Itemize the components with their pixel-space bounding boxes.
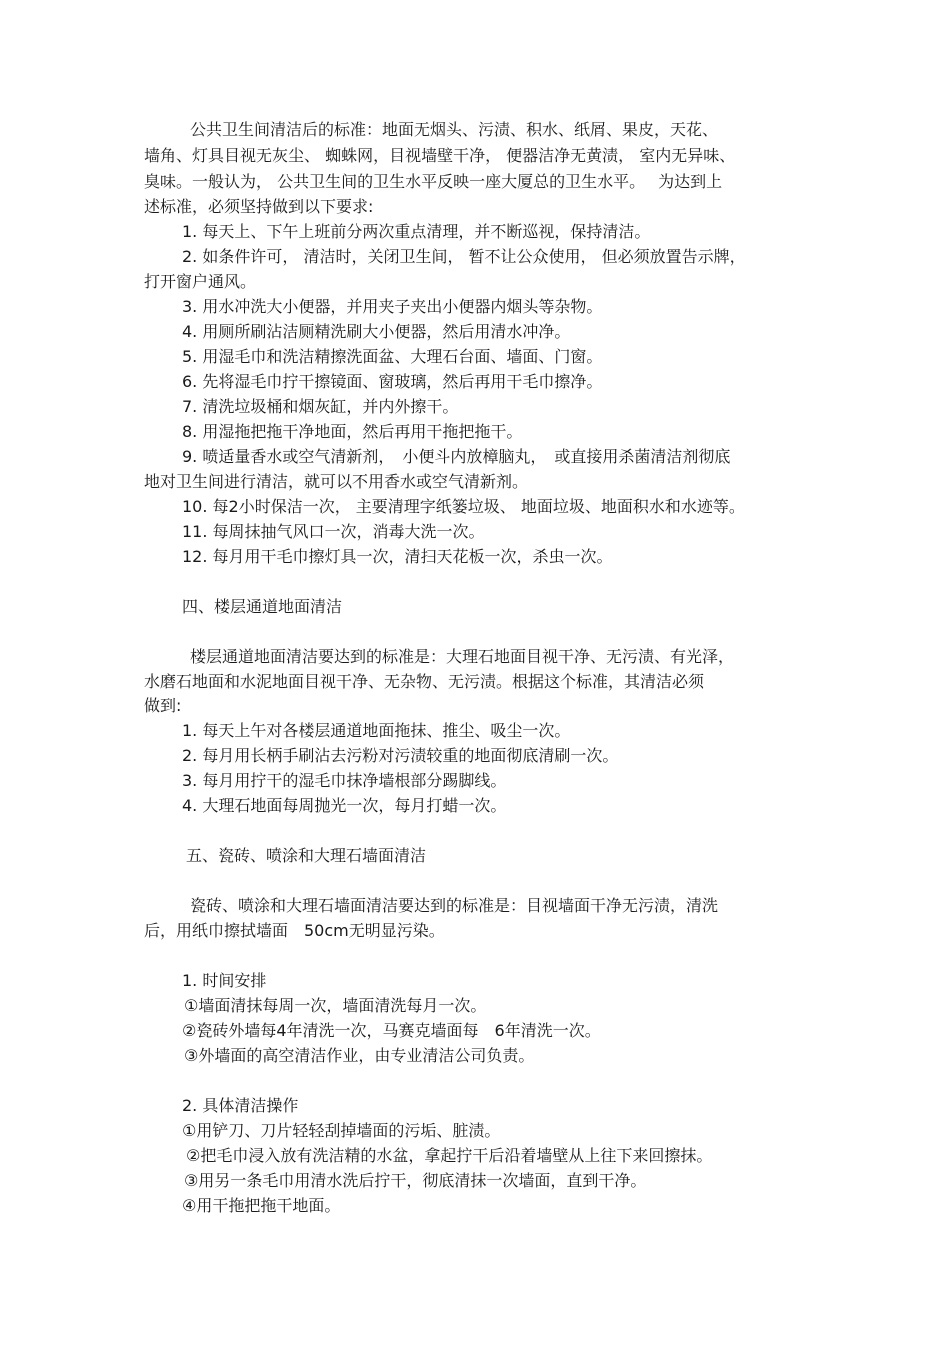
paragraph-line: 水磨石地面和水泥地面目视干净、无杂物、无污渍。根据这个标准，其清洁必须 <box>144 672 705 691</box>
list-item: 6. 先将湿毛巾拧干擦镜面、窗玻璃，然后再用干毛巾擦净。 <box>182 372 603 391</box>
list-item: 3. 用水冲洗大小便器，并用夹子夹出小便器内烟头等杂物。 <box>182 297 603 316</box>
list-item: 1. 每天上、下午上班前分两次重点清理，并不断巡视，保持清洁。 <box>182 222 651 241</box>
list-item-continuation: 打开窗户通风。 <box>144 272 257 291</box>
list-item: 12. 每月用干毛巾擦灯具一次，清扫天花板一次，杀虫一次。 <box>182 547 613 566</box>
list-item: 7. 清洗垃圾桶和烟灰缸，并内外擦干。 <box>182 397 459 416</box>
paragraph-line: 做到: <box>144 696 182 715</box>
list-item: ②把毛巾浸入放有洗洁精的水盆，拿起拧干后沿着墙壁从上往下来回擦抹。 <box>186 1146 713 1165</box>
list-item: 11. 每周抹抽气风口一次，消毒大洗一次。 <box>182 522 485 541</box>
list-item: 10. 每2小时保洁一次， 主要清理字纸篓垃圾、 地面垃圾、地面积水和水迹等。 <box>182 497 745 516</box>
paragraph-line: 述标准，必须坚持做到以下要求: <box>144 197 374 216</box>
list-item: ②瓷砖外墙每4年清洗一次，马赛克墙面每 6年清洗一次。 <box>182 1021 601 1040</box>
subsection-title: 2. 具体清洁操作 <box>182 1096 299 1115</box>
list-item-continuation: 地对卫生间进行清洁，就可以不用香水或空气清新剂。 <box>144 472 529 491</box>
list-item: ③外墙面的高空清洁作业，由专业清洁公司负责。 <box>184 1046 535 1065</box>
paragraph-line: 楼层通道地面清洁要达到的标准是：大理石地面目视干净、无污渍、有光泽， <box>190 647 735 666</box>
list-item: 4. 大理石地面每周抛光一次，每月打蜡一次。 <box>182 796 507 815</box>
paragraph-line: 瓷砖、喷涂和大理石墙面清洁要达到的标准是：目视墙面干净无污渍，清洗 <box>190 896 719 915</box>
list-item: ④用干拖把拖干地面。 <box>182 1196 341 1215</box>
list-item: 1. 每天上午对各楼层通道地面拖抹、推尘、吸尘一次。 <box>182 721 571 740</box>
list-item: ①墙面清抹每周一次，墙面清洗每月一次。 <box>184 996 487 1015</box>
paragraph-line: 臭味。一般认为， 公共卫生间的卫生水平反映一座大厦总的卫生水平。 为达到上 <box>144 172 723 191</box>
list-item: 3. 每月用拧干的湿毛巾抹净墙根部分踢脚线。 <box>182 771 507 790</box>
list-item: ③用另一条毛巾用清水洗后拧干，彻底清抹一次墙面，直到干净。 <box>184 1171 647 1190</box>
list-item: 5. 用湿毛巾和洗洁精擦洗面盆、大理石台面、墙面、门窗。 <box>182 347 603 366</box>
list-item: 8. 用湿拖把拖干净地面，然后再用干拖把拖干。 <box>182 422 523 441</box>
section-heading: 五、瓷砖、喷涂和大理石墙面清洁 <box>186 846 427 865</box>
list-item: 2. 每月用长柄手刷沾去污粉对污渍较重的地面彻底清刷一次。 <box>182 746 619 765</box>
paragraph-line: 后，用纸巾擦拭墙面 50cm无明显污染。 <box>144 921 445 940</box>
subsection-title: 1. 时间安排 <box>182 971 267 990</box>
paragraph-line: 墙角、灯具目视无灰尘、 蜘蛛网，目视墙壁干净， 便器洁净无黄渍， 室内无异味、 <box>144 146 736 165</box>
section-heading: 四、楼层通道地面清洁 <box>182 597 343 616</box>
list-item: 9. 喷适量香水或空气清新剂， 小便斗内放樟脑丸， 或直接用杀菌清洁剂彻底 <box>182 447 731 466</box>
list-item: ①用铲刀、刀片轻轻刮掉墙面的污垢、脏渍。 <box>182 1121 501 1140</box>
list-item: 2. 如条件许可， 清洁时，关闭卫生间， 暂不让公众使用， 但必须放置告示牌， <box>182 247 746 266</box>
list-item: 4. 用厕所刷沾洁厕精洗刷大小便器，然后用清水冲净。 <box>182 322 571 341</box>
paragraph-line: 公共卫生间清洁后的标准：地面无烟头、污渍、积水、纸屑、果皮，天花、 <box>190 120 719 139</box>
